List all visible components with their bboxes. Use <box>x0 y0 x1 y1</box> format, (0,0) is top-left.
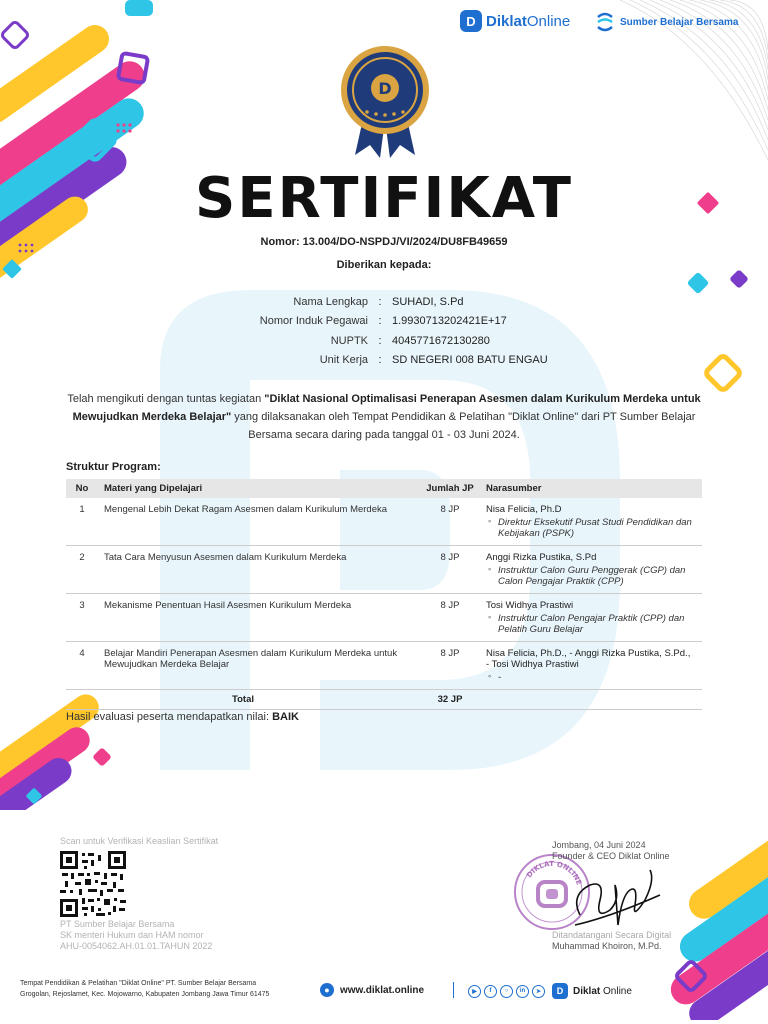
footer-divider <box>453 982 454 998</box>
sign-place-date: Jombang, 04 Juni 2024 <box>552 840 646 850</box>
row-no: 1 <box>66 498 98 546</box>
address-line-1: Tempat Pendidikan & Pelatihan "Diklat Online" PT. Sumber Belajar Bersama <box>20 980 257 987</box>
total-label: Total <box>66 690 420 710</box>
recipient-row-name <box>200 292 620 312</box>
given-to-label: Diberikan kepada: <box>336 259 432 271</box>
youtube-icon[interactable]: ▶ <box>468 985 481 998</box>
table-row <box>66 642 702 690</box>
field-separator: : <box>378 315 382 328</box>
telegram-icon[interactable]: ➤ <box>532 985 545 998</box>
instagram-icon[interactable]: ○ <box>500 985 513 998</box>
diklat-brand-icon: D <box>552 983 568 999</box>
sbb-logo-icon <box>594 11 616 33</box>
sk-number: AHU-0054062.AH.01.01.TAHUN 2022 <box>60 941 213 951</box>
row-materi: Tata Cara Menyusun Asesmen dalam Kurikulum Merdeka <box>98 546 420 594</box>
field-value: 4045771672130280 <box>392 334 490 347</box>
row-jp: 8 JP <box>420 498 480 546</box>
address-line-2: Grogolan, Rejoslamet, Kec. Mojowarno, Kabupaten Jombang Jawa Timur 61475 <box>20 991 270 998</box>
brand-rest: Online <box>600 985 632 997</box>
speaker-role: ◦ Instruktur Calon Guru Penggerak (CGP) dan Calon Pengajar Praktik (CPP) <box>486 565 696 587</box>
diklat-logo-icon: D <box>460 10 482 32</box>
recipient-row-nuptk <box>200 331 620 351</box>
speaker-name: Tosi Widhya Prastiwi <box>486 600 574 611</box>
description-intro: Telah mengikuti dengan tuntas kegiatan <box>67 393 265 405</box>
result-grade: BAIK <box>272 711 299 723</box>
row-no: 4 <box>66 642 98 690</box>
globe-icon: ● <box>320 983 334 997</box>
row-narasumber <box>480 594 702 642</box>
program-table <box>66 479 702 710</box>
result-label: Hasil evaluasi peserta mendapatkan nilai: <box>66 711 273 723</box>
speaker-role: ◦ Direktur Eksekutif Pusat Studi Pendidikan dan Kebijakan (PSPK) <box>486 517 696 539</box>
speaker-role: ◦ Instruktur Calon Pengajar Praktik (CPP) dan Pelatih Guru Belajar <box>486 613 696 635</box>
certificate-title: SERTIFIKAT <box>195 166 573 231</box>
table-total-row <box>66 690 702 710</box>
sk-line: SK menteri Hukum dan HAM nomor <box>60 930 204 940</box>
header-no: No <box>66 479 98 498</box>
activity-description <box>60 390 708 444</box>
sbb-logo-text: Sumber Belajar Bersama <box>620 16 739 28</box>
total-jp: 32 JP <box>420 690 480 710</box>
activity-name: "Diklat Nasional Optimalisasi Penerapan Asesmen dalam Kurikulum Merdeka untuk Mewujudkan Merdeka Belajar" <box>72 393 701 423</box>
header-jp: Jumlah JP <box>420 479 480 498</box>
speaker-role: ◦ - <box>486 672 696 683</box>
footer-social <box>468 983 632 999</box>
field-label: NUPTK <box>330 334 368 347</box>
footer-brand <box>573 986 632 997</box>
svg-text:D: D <box>378 79 392 98</box>
table-header-row <box>66 479 702 498</box>
field-value: SD NEGERI 008 BATU ENGAU <box>392 354 548 367</box>
diklat-logo-bold: Diklat <box>486 12 527 30</box>
row-narasumber <box>480 642 702 690</box>
speaker-name: Nisa Felicia, Ph.D <box>486 504 562 515</box>
handwritten-signature <box>560 855 670 935</box>
row-jp: 8 JP <box>420 642 480 690</box>
stamp-text: DIKLAT ONLINE <box>525 859 583 887</box>
row-no: 3 <box>66 594 98 642</box>
company-legal <box>60 919 212 952</box>
row-jp: 8 JP <box>420 594 480 642</box>
digital-sign-note: Ditandatangani Secara Digital <box>552 930 672 940</box>
recipient-row-nip <box>200 312 620 332</box>
footer-address <box>20 978 269 1000</box>
header-materi: Materi yang Dipelajari <box>98 479 420 498</box>
diklat-online-logo <box>460 10 570 32</box>
row-narasumber <box>480 498 702 546</box>
row-narasumber <box>480 546 702 594</box>
evaluation-result <box>66 711 299 723</box>
row-materi: Belajar Mandiri Penerapan Asesmen dalam Kurikulum Merdeka untuk Mewujudkan Merdeka Belajar <box>98 642 420 690</box>
row-materi: Mengenal Lebih Dekat Ragam Asesmen dalam Kurikulum Merdeka <box>98 498 420 546</box>
certificate-number: Nomor: 13.004/DO-NSPDJ/VI/2024/DU8FB49659 <box>260 236 508 248</box>
field-separator: : <box>378 295 382 308</box>
medal-badge-icon <box>335 40 435 160</box>
row-jp: 8 JP <box>420 546 480 594</box>
company-name: PT Sumber Belajar Bersama <box>60 919 175 929</box>
header-narasumber: Narasumber <box>480 479 702 498</box>
field-value: SUHADI, S.Pd <box>392 295 464 308</box>
table-row <box>66 546 702 594</box>
sumber-belajar-bersama-logo <box>594 11 738 33</box>
field-separator: : <box>378 354 382 367</box>
total-empty-cell <box>480 690 702 710</box>
brand-bold: Diklat <box>573 985 601 997</box>
signer-name: Muhammad Khoiron, M.Pd. <box>552 941 662 951</box>
footer-website[interactable] <box>320 983 424 997</box>
program-structure-title: Struktur Program: <box>66 461 161 473</box>
field-label: Nomor Induk Pegawai <box>259 315 368 328</box>
row-no: 2 <box>66 546 98 594</box>
field-label: Nama Lengkap <box>293 295 368 308</box>
speaker-name: Nisa Felicia, Ph.D., - Anggi Rizka Pustika, S.Pd., - Tosi Widhya Prastiwi <box>486 648 691 670</box>
scan-instruction: Scan untuk Verifikasi Keaslian Sertifikat <box>60 836 219 846</box>
recipient-row-unit <box>200 351 620 371</box>
signature-footer <box>552 930 671 952</box>
row-materi: Mekanisme Penentuan Hasil Asesmen Kurikulum Merdeka <box>98 594 420 642</box>
linkedin-icon[interactable]: in <box>516 985 529 998</box>
qr-code-icon[interactable] <box>60 851 126 917</box>
signer-position: Founder & CEO Diklat Online <box>552 851 670 861</box>
facebook-icon[interactable]: f <box>484 985 497 998</box>
table-row <box>66 498 702 546</box>
table-row <box>66 594 702 642</box>
right-decoration <box>680 260 768 400</box>
field-separator: : <box>378 334 382 347</box>
field-value: 1.9930713202421E+17 <box>392 315 507 328</box>
website-link[interactable]: www.diklat.online <box>340 984 425 996</box>
field-label: Unit Kerja <box>319 354 368 367</box>
recipient-details <box>200 292 620 370</box>
speaker-name: Anggi Rizka Pustika, S.Pd <box>486 552 597 563</box>
diklat-logo-rest: Online <box>526 12 571 30</box>
description-outro: yang dilaksanakan oleh Tempat Pendidikan & Pelatihan "Diklat Online" dari PT Sumber Belajar Bersama secara daring pada tanggal 01 - 03 Juni 2024. <box>231 411 696 441</box>
